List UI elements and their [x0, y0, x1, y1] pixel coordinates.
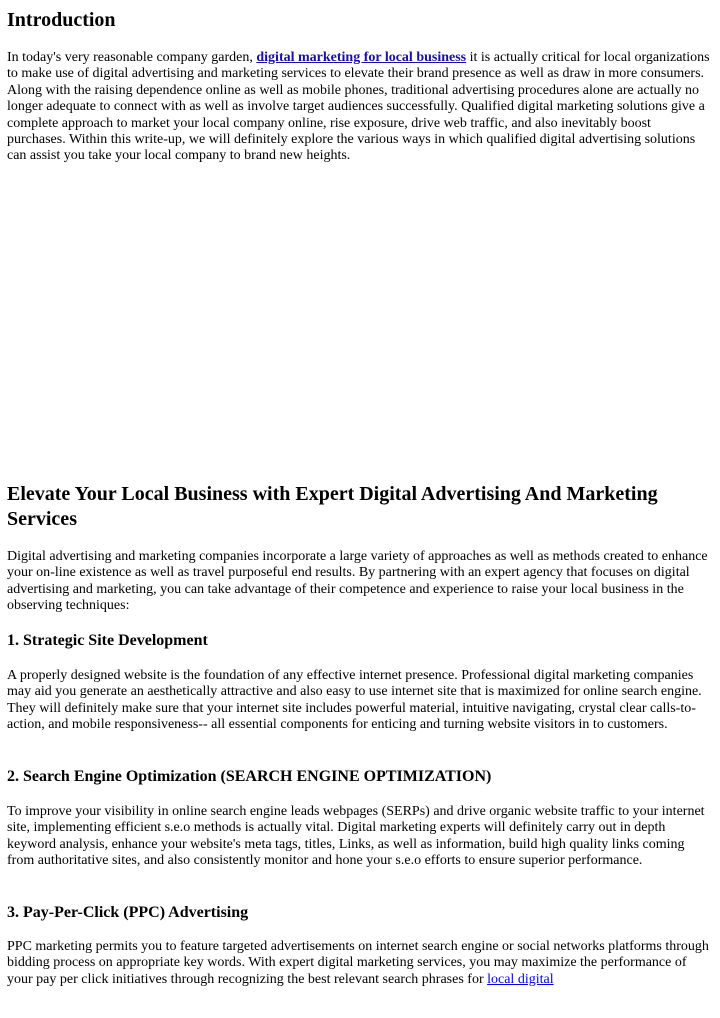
- main-heading: Elevate Your Local Business with Expert Digital Advertising And Marketing Services: [7, 483, 658, 530]
- intro-text-before-link: In today's very reasonable company garden,: [7, 50, 257, 65]
- intro-text-after-link: it is actually critical for local organizations to make use of digital advertising and marketing services to elevate their brand presence as well as draw in more consumers. Along with the raising dependence online as well as mobile phones, traditional advertising procedures alone are actually no longer adequate to connect with as well as involve target audiences successfully. Qualified digital marketing solutions give a complete approach to market your local company online, rise exposure, drive web traffic, and also inevitably boost purchases. Within this write-up, we will definitely explore the various ways in which qualified digital advertising solutions can assist you take your local company to brand new heights.: [7, 50, 710, 164]
- section-paragraph-site-development: A properly designed website is the foundation of any effective internet presence. Professional digital marketing companies may aid you generate an aesthetically attractive and also easy to use internet site that is maximized for online search engine. They will definitely make sure that your internet site includes powerful material, intuitive navigating, crystal clear calls-to-action, and mobile responsiveness-- all essential components for enticing and turning website visitors in to customers.: [7, 668, 702, 733]
- main-paragraph: Digital advertising and marketing companies incorporate a large variety of approaches as well as methods created to enhance your on-line existence as well as travel purposeful end results. By partnering with an expert agency that focuses on digital advertising and marketing, you can take advantage of their competence and experience to raise your local business in the observing techniques:: [7, 549, 708, 614]
- section-heading-site-development: 1. Strategic Site Development: [7, 632, 208, 649]
- section-paragraph-seo: To improve your visibility in online search engine leads webpages (SERPs) and drive organic website traffic to your internet site, implementing efficient s.e.o methods is actually vital. Digital marketing experts will definitely carry out in depth keyword analysis, enhance your website's meta tags, titles, Links, as well as information, build high quality links coming from authoritative sites, and also consistently monitor and hone your s.e.o efforts to ensure superior performance.: [7, 804, 705, 869]
- section-heading-ppc: 3. Pay-Per-Click (PPC) Advertising: [7, 904, 249, 921]
- ppc-text-before-link: PPC marketing permits you to feature targeted advertisements on internet search engine or social networks platforms through bidding process on appropriate key words. With expert digital marketing services, you may maximize the performance of your pay per click initiatives through recognizing the best relevant search phrases for: [7, 939, 709, 987]
- intro-paragraph: [7, 50, 713, 165]
- digital-marketing-link[interactable]: digital marketing for local business: [256, 50, 467, 65]
- blank-embed-area: [7, 168, 713, 468]
- intro-heading: Introduction: [7, 9, 116, 31]
- section-paragraph-ppc: [7, 939, 713, 988]
- local-digital-link[interactable]: local digital: [487, 971, 554, 987]
- section-heading-seo: 2. Search Engine Optimization (SEARCH ENGINE OPTIMIZATION): [7, 768, 492, 785]
